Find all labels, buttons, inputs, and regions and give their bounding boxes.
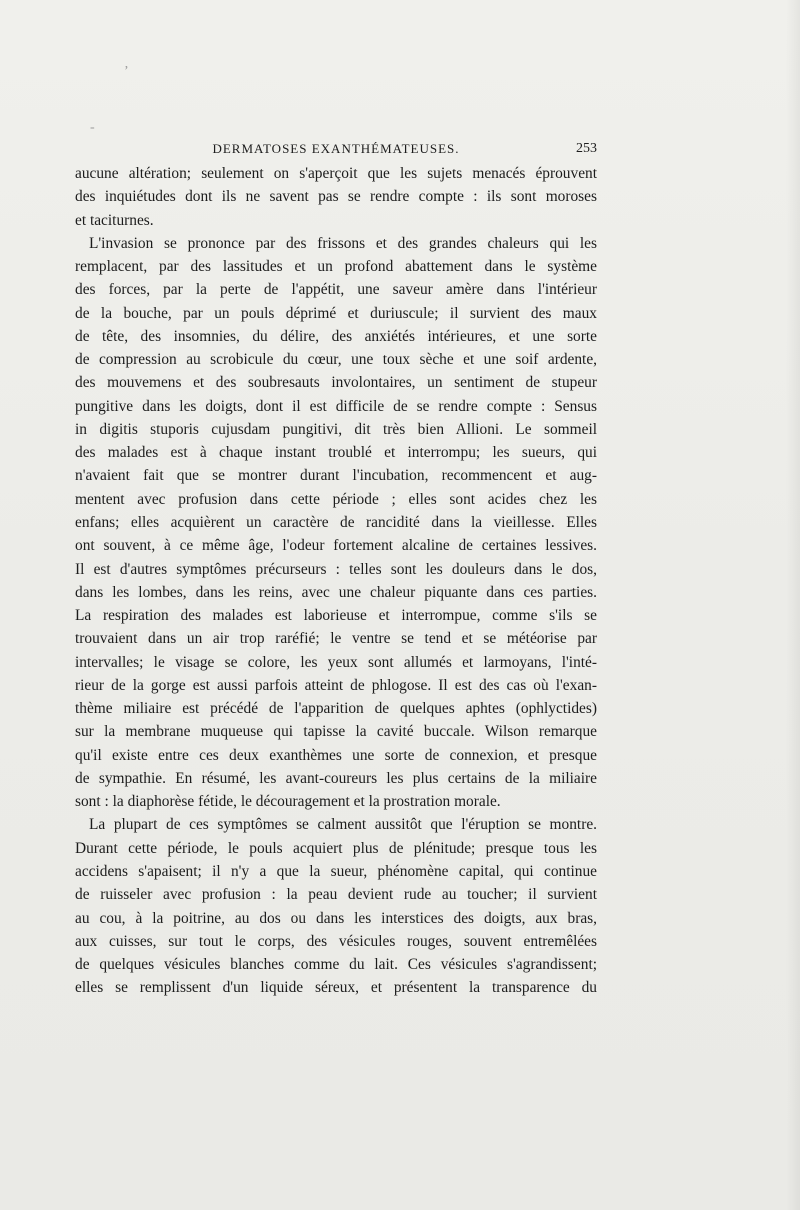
text-line: de la bouche, par un pouls déprimé et duriuscule; il survient des maux xyxy=(75,304,597,322)
text-line: de sympathie. En résumé, les avant-coureurs les plus certains de la miliaire xyxy=(75,769,597,787)
text-line: ont souvent, à ce même âge, l'odeur fortement alcaline de certaines lessives. xyxy=(75,537,597,555)
text-line: La plupart de ces symptômes se calment aussitôt que l'éruption se montre. xyxy=(89,816,597,834)
text-line: au cou, à la poitrine, au dos ou dans les interstices des doigts, aux bras, xyxy=(75,909,597,927)
text-line: sont : la diaphorèse fétide, le découragement et la prostration morale. xyxy=(75,793,501,811)
paragraph xyxy=(75,232,597,814)
text-line: aucune altération; seulement on s'aperçoit que les sujets menacés éprouvent xyxy=(75,165,597,182)
text-line: de quelques vésicules blanches comme du lait. Ces vésicules s'agrandissent; xyxy=(75,956,597,974)
text-line: thème miliaire est précédé de l'apparition de quelques aphtes (ophlyctides) xyxy=(75,700,597,718)
text-line: pungitive dans les doigts, dont il est difficile de se rendre compte : Sensus xyxy=(75,397,597,415)
text-line: qu'il existe entre ces deux exanthèmes une sorte de connexion, et presque xyxy=(75,746,597,764)
text-line: enfans; elles acquièrent un caractère de rancidité dans la vieillesse. Elles xyxy=(75,513,597,531)
paper-speck: ‐ xyxy=(90,120,95,135)
text-line: intervalles; le visage se colore, les yeux sont allumés et larmoyans, l'inté- xyxy=(75,653,597,671)
text-line: rieur de la gorge est aussi parfois atteint de phlogose. Il est des cas où l'exan- xyxy=(75,676,597,694)
text-line: des inquiétudes dont ils ne savent pas se rendre compte : ils sont moroses xyxy=(75,188,597,206)
paragraph xyxy=(75,162,597,232)
page-edge-shadow xyxy=(786,0,800,1210)
text-line: aux cuisses, sur tout le corps, des vésicules rouges, souvent entremêlées xyxy=(75,932,597,950)
text-line: des mouvemens et des soubresauts involontaires, un sentiment de stupeur xyxy=(75,374,597,392)
text-line: n'avaient fait que se montrer durant l'incubation, recommencent et aug- xyxy=(75,467,597,485)
text-line: sur la membrane muqueuse qui tapisse la cavité buccale. Wilson remarque xyxy=(75,723,597,741)
text-line: dans les lombes, dans les reins, avec une chaleur piquante dans ces parties. xyxy=(75,583,597,601)
text-line: La respiration des malades est laborieuse et interrompue, comme s'ils se xyxy=(75,607,597,625)
text-line: Il est d'autres symptômes précurseurs : telles sont les douleurs dans le dos, xyxy=(75,560,597,578)
running-title: DERMATOSES EXANTHÉMATEUSES. xyxy=(212,141,460,156)
paragraph xyxy=(75,813,597,999)
text-line: remplacent, par des lassitudes et un profond abattement dans le système xyxy=(75,258,597,276)
paper-speck: ʼ xyxy=(124,64,129,79)
text-line: des forces, par la perte de l'appétit, une saveur amère dans l'intérieur xyxy=(75,281,597,299)
text-line: accidens s'apaisent; il n'y a que la sueur, phénomène capital, qui continue xyxy=(75,862,597,880)
text-line: elles se remplissent d'un liquide séreux, et présentent la transparence du xyxy=(75,979,597,997)
text-line: des malades est à chaque instant troublé et interrompu; les sueurs, qui xyxy=(75,444,597,462)
text-line: de compression au scrobicule du cœur, une toux sèche et une soif ardente, xyxy=(75,351,597,369)
text-line: de tête, des insomnies, du délire, des anxiétés intérieures, et une sorte xyxy=(75,327,597,345)
body-text xyxy=(75,162,597,1000)
text-line: et taciturnes. xyxy=(75,211,154,229)
text-line: de ruisseler avec profusion : la peau devient rude au toucher; il survient xyxy=(75,886,597,904)
text-line: L'invasion se prononce par des frissons et des grandes chaleurs qui les xyxy=(89,234,597,252)
text-line: Durant cette période, le pouls acquiert plus de plénitude; presque tous les xyxy=(75,839,597,857)
page-number: 253 xyxy=(576,141,597,156)
text-line: in digitis stuporis cujusdam pungitivi, dit très bien Allioni. Le sommeil xyxy=(75,420,597,438)
running-head xyxy=(75,138,597,162)
text-line: trouvaient dans un air trop raréfié; le ventre se tend et se météorise par xyxy=(75,630,597,648)
text-line: mentent avec profusion dans cette période ; elles sont acides chez les xyxy=(75,490,597,508)
